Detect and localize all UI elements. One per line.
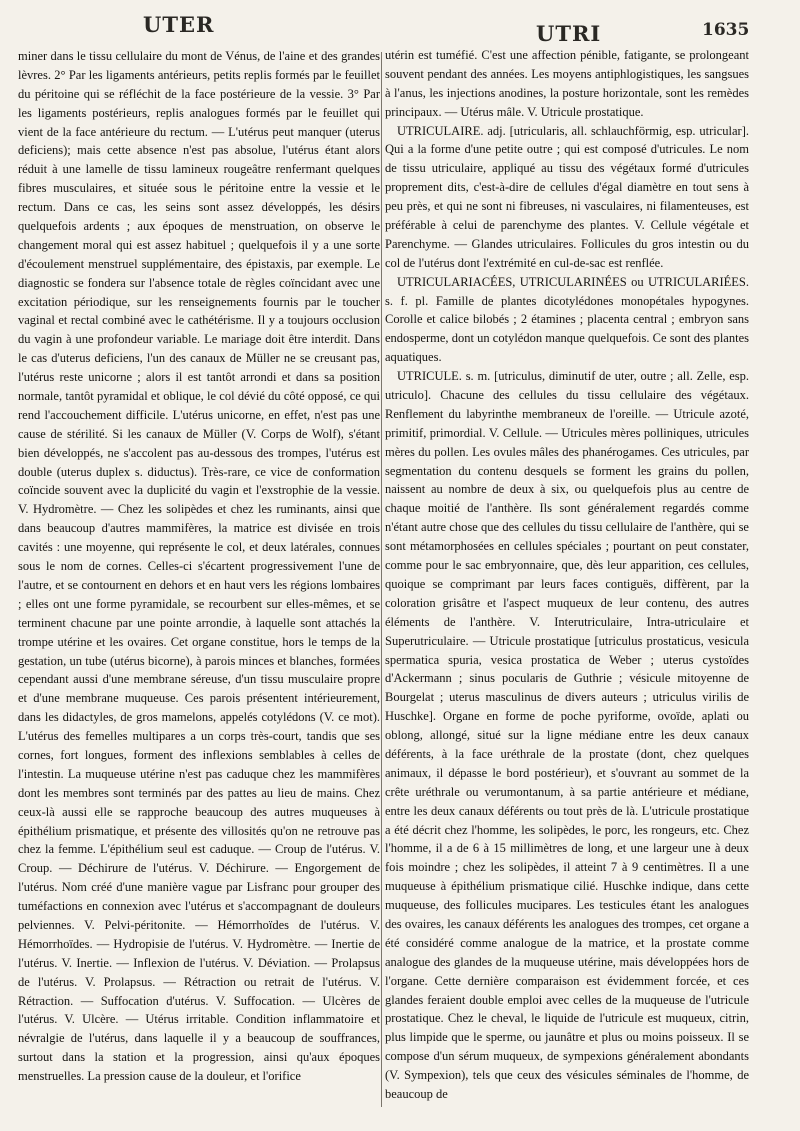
left-column — [18, 47, 380, 1086]
entry-utriculariacees: UTRICULARIACÉES, UTRICULARINÉES ou UTRICULARIÉES. s. f. pl. Famille de plantes dicotylédones monopétales hypogynes. Corolle et calice bilobés ; 2 étamines ; placenta central ; embryon sans endosperme, dont un cotylédon manque quelquefois. Ce sont des plantes aquatiques. — [385, 274, 749, 365]
header-center-word: UTRI — [536, 21, 602, 46]
column-divider — [381, 52, 382, 1107]
left-column-text: miner dans le tissu cellulaire du mont de Vénus, de l'aine et des grandes lèvres. 2° Par les ligaments antérieurs, petits replis formés par le feuillet du péritoine qui se réfléchit de la face postérieure de la vessie. 3° Par les ligaments postérieurs, replis analogues formés par le feuillet qui vient de la face antérieure du rectum. — L'utérus peut manquer (uterus deficiens); mais cette absence n'est pas absolue, l'utérus étant alors réduit à une lamelle de tissu lamineux rougeâtre renfermant quelques fibres musculaires, et située sous le péritoine entre la vessie et le rectum. Dans ce cas, les seins sont assez développés, les désirs quelquefois ardents ; aux époques de menstruation, on observe le changement moral qui est assez habituel ; quelquefois il y a une sorte d'écoulement menstruel supplémentaire, des épistaxis, par exemple. Le diagnostic se fondera sur l'absence totale de règles coïncidant avec une excitation périodique, sur les renseignements fournis par le toucher vaginal et rectal combiné avec le cathétérisme. Il y a toujours occlusion du vagin à une profondeur variable. Le mariage doit être interdit. Dans le cas d'uterus deficiens, l'un des canaux de Müller ne se creusant pas, l'utérus reste unicorne ; alors il est tantôt arrondi et dans sa position normale, tantôt pyramidal et oblique, le col dévié du côté opposé, ce qui rend l'accouchement difficile. L'utérus unicorne, en effet, n'est pas une cause de stérilité. Si les canaux de Müller (V. Corps de Wolf), s'étant bien développés, ne s'accolent pas au-dessous des trompes, l'utérus est double (uterus duplex s. diductus). Très-rare, ce vice de conformation coïncide souvent avec la duplicité du vagin et l'exstrophie de la vessie. V. Hydromètre. — Chez les solipèdes et chez les ruminants, ainsi que dans beaucoup d'autres mammifères, la matrice est divisée en trois cavités : une moyenne, qui représente le col, et deux latérales, connues sous le nom de cornes. Celles-ci s'écartent progressivement l'une de l'autre, et se contournent en dehors et en haut vers les régions lombaires ; elles ont une forme pyramidale, se recourbent sur elles-mêmes, et se terminent chacune par une pointe arrondie, à laquelle sont attachés la trompe utérine et les ovaires. Cet organe constitue, hors le temps de la gestation, un tube (utérus bicorne), à parois minces et blanches, formées cependant aussi d'une membrane séreuse, d'un tissu musculaire propre et d'une membrane muqueuse. Ces parois présentent intérieurement, dans les didactyles, de gros mamelons, appelés cotylédons (V. ce mot). L'utérus des femelles multipares a un corps très-court, tandis que ses cornes, fort longues, forment des inflexions semblables à celles de l'intestin. La muqueuse utérine n'est pas caduque chez les mammifères dont les membres sont terminés par des pattes au lieu de mains. Chez ceux-là aussi elle se rapproche beaucoup des autres muqueuses à épithélium prismatique, et présente des villosités qu'on ne retrouve pas chez la femme. L'épithélium seul est caduque. — Croup de l'utérus. V. Croup. — Déchirure de l'utérus. V. Déchirure. — Engorgement de l'utérus. Nom créé d'une manière vague par Lisfranc pour grouper des tuméfactions en connexion avec l'utérus et s'accompagnant de douleurs pelviennes. V. Pelvi-péritonite. — Hémorrhoïdes de l'utérus. V. Hémorrhoïdes. — Hydropisie de l'utérus. V. Hydromètre. — Inertie de l'utérus. V. Inertie. — Inflexion de l'utérus. V. Déviation. — Prolapsus de l'utérus. V. Prolapsus. — Rétraction ou retrait de l'utérus. V. Rétraction. — Suffocation d'utérus. V. Suffocation. — Ulcères de l'utérus. V. Ulcère. — Utérus irritable. Condition inflammatoire et névralgie de l'utérus, dans laquelle il y a beaucoup de souffrances, surtout dans la station et la progression, ainsi qu'aux époques menstruelles. La pression cause de la douleur, et l'orifice — [18, 49, 380, 1084]
entry-utricule: UTRICULE. s. m. [utriculus, diminutif de uter, outre ; all. Zelle, esp. utriculo]. Chacune des cellules du tissu cellulaire des végétaux. Renflement du labyrinthe membraneux de l'oreille. — Utricule azoté, primitif, primordial. V. Cellule. — Utricules mères polliniques, utricules mères du pollen. Les ovules mâles des phanérogames. Ces utricules, par segmentation du contenu desquels se forment les grains du pollen, naissent au nombre de deux à six, ou quelquefois plus au centre de chaque moitié de l'anthère. Ils sont généralement regardés comme n'étant autre chose que des cellules du tissu cellulaire de l'anthère, qui se sont métamorphosées en cellules spéciales ; pourtant on peut constater, comme pour le sac embryonnaire, que, dès leur apparition, ces cellules, quoique se comprimant par leurs faces contiguës, diffèrent, par la coloration grisâtre et l'aspect muqueux de leur contenu, des autres éléments de l'anthère. V. Interutriculaire, Intra-utriculaire et Superutriculaire. — Utricule prostatique [utriculus prostaticus, vesicula spermatica spuria, vesica prostatica de Weber ; uterus cystoïdes d'Ackermann ; sinus pocularis de Guthrie ; vésicule mitoyenne de Bourgelat ; uterus masculinus de divers auteurs ; utriculus virilis de Huschke]. Organe en forme de poche pyriforme, ovoïde, aplati ou oblong, allongé, situé sur la ligne médiane entre les deux canaux déférents, à la face uréthrale de la prostate (dont, chez quelques animaux, il dépasse le bord postérieur), et s'ouvrant au sommet de la crête uréthrale ou verumontanum, à sa partie antérieure et médiane, entre les deux canaux déférents ou tout près de là. L'utricule prostatique a été décrit chez l'homme, les solipèdes, le porc, les rongeurs, etc. Chez l'homme, il a de 6 à 15 millimètres de long, et une largeur une à deux fois moindre ; chez les solipèdes, il atteint 7 à 9 centimètres. Il a une muqueuse à épithélium prismatique cilié. Huschke indique, dans cette muqueuse, des follicules mucipares. Les testicules étant les analogues des ovaires, les canaux déférents les analogues des trompes, cet organe a été considéré comme analogue de la matrice, et la prostate comme analogue des glandes de la muqueuse utérine, mais développées hors de l'organe. Cette dernière comparaison est évidemment forcée, et ces glandes feraient double emploi avec celles de la muqueuse de l'utricule prostatique. Chez le cheval, le liquide de l'utricule est muqueux, citrin, plus limpide que le sperme, ou jaunâtre et plus ou moins poisseux. Il se compose d'un sérum muqueux, de sympexions généralement abondants (V. Sympexion), tels que ceux des vésicules séminales de l'homme, de beaucoup de — [385, 369, 749, 1101]
running-header — [0, 4, 800, 44]
entry-utriculaire: UTRICULAIRE. adj. [utricularis, all. schlauchförmig, esp. utricular]. Qui a la forme d'une petite outre ; qui est composé d'utricules. Le nom de tissu utriculaire, appliqué au tissu des végétaux formé d'utricules proprement dits, c'est-à-dire de cellules d'égal diamètre en tout sens à peu près, et qui ne sont ni fibreuses, ni vasculaires, ni filamenteuses, est préférable à celui de parenchyme des plantes. V. Cellule végétale et Parenchyme. — Glandes utriculaires. Follicules du gros intestin ou du col de l'utérus dont l'extrémité en cul-de-sac est renflée. — [385, 123, 749, 270]
right-column — [385, 46, 749, 1104]
header-left-word: UTER — [143, 12, 215, 37]
right-column-paragraph: utérin est tuméfié. C'est une affection pénible, fatigante, se prolongeant souvent pendant des années. Les moyens antiphlogistiques, les sangsues à l'anus, les injections anodines, la posture horizontale, sont les remèdes principaux. — Utérus mâle. V. Utricule prostatique. — [385, 48, 749, 119]
page-number: 1635 — [702, 20, 750, 40]
